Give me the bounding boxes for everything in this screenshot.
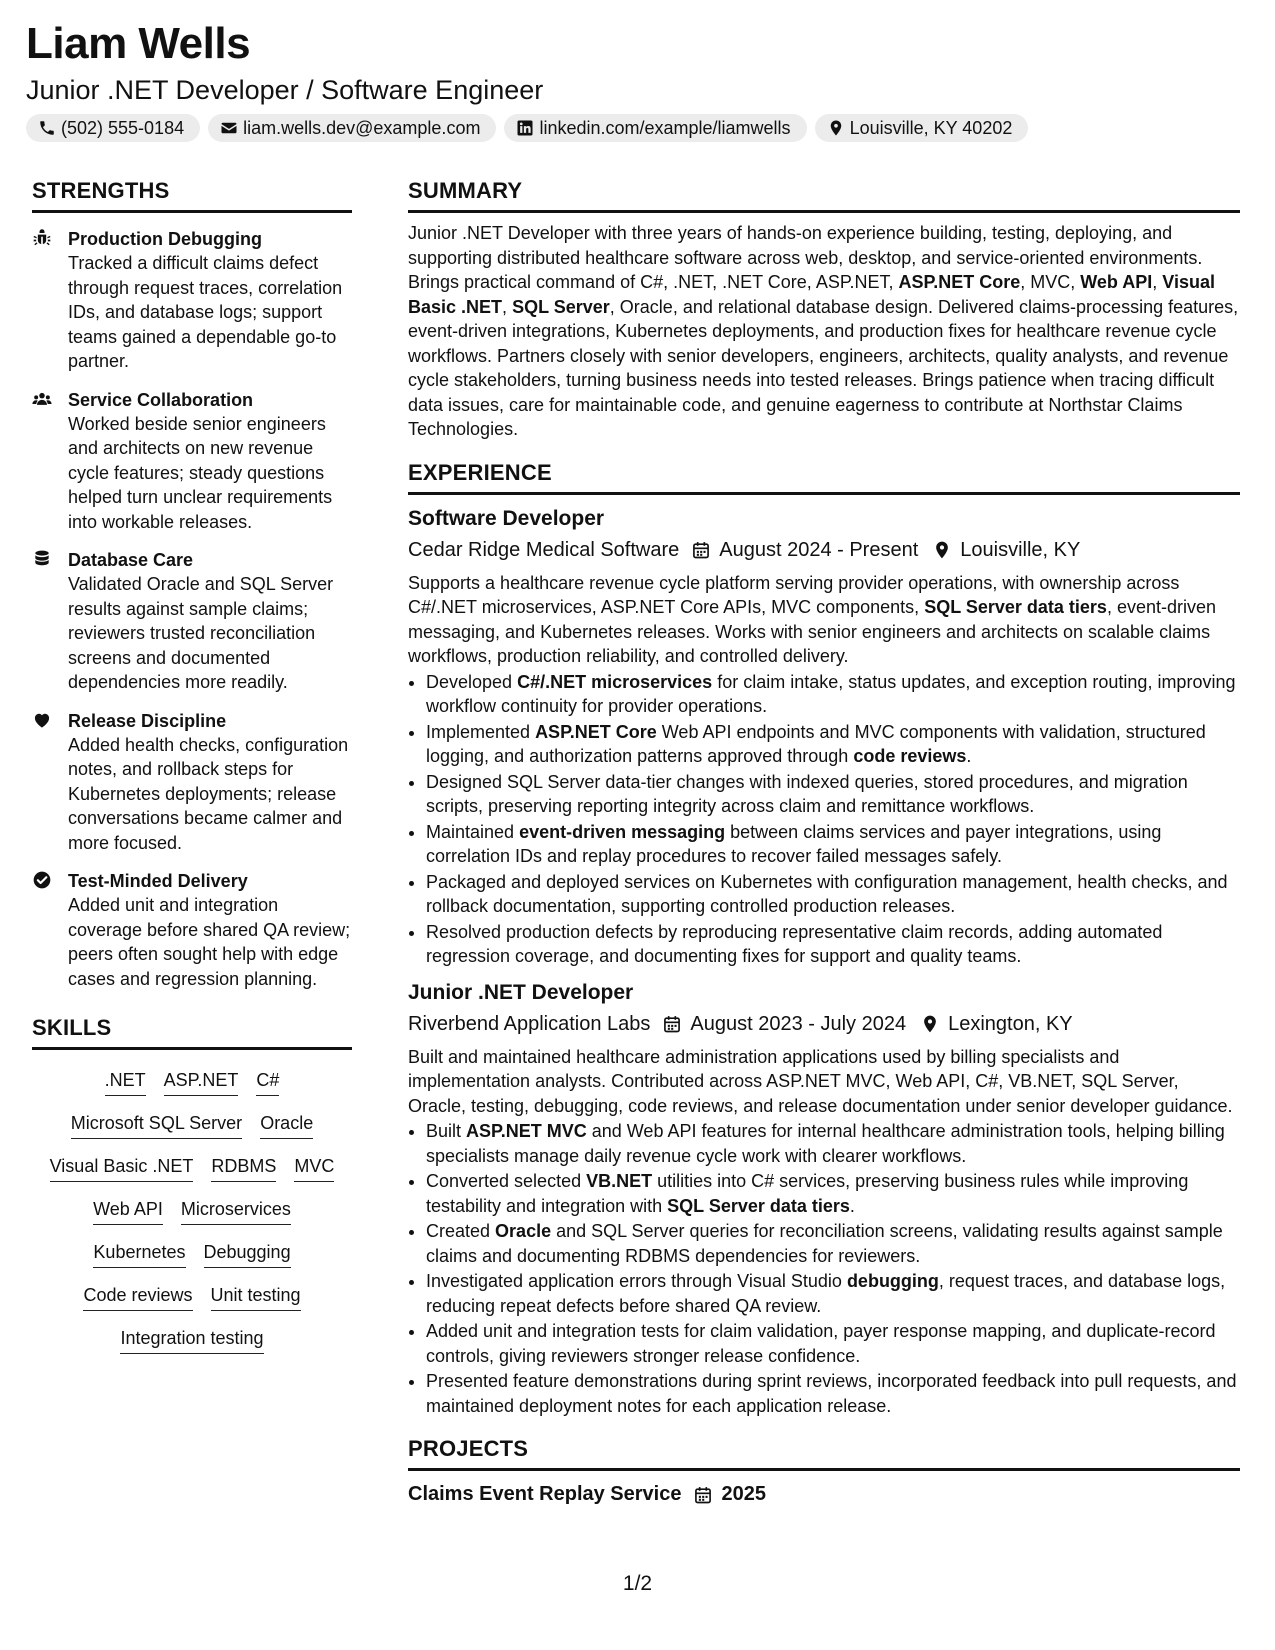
job-meta	[408, 537, 1240, 563]
bug-icon	[32, 228, 52, 248]
summary-text: Junior .NET Developer with three years of hands-on experience building, testing, deploying, and supporting distributed healthcare software across web, desktop, and service-oriented environments. Brings practical command of C#, .NET, .NET Core, ASP.NET, ASP.NET Core, MVC, Web API, Visual Basic .NET, SQL Server, Oracle, and relational database design. Delivered claims-processing features, event-driven integrations, Kubernetes deployments, and production fixes for healthcare revenue cycle workflows. Partners closely with senior developers, engineers, architects, quality analysts, and revenue cycle stakeholders, turning business needs into tested releases. Brings patience when tracing difficult data issues, care for maintainable code, and genuine eagerness to contribute at Northstar Claims Technologies.	[408, 223, 1239, 439]
contact-phone[interactable]	[26, 114, 200, 142]
job-bullets	[408, 670, 1240, 969]
strength-title: Service Collaboration	[68, 389, 254, 410]
experience-heading: EXPERIENCE	[408, 460, 1240, 495]
calendar-icon	[691, 540, 711, 560]
job-entry	[408, 505, 1240, 969]
phone-text: (502) 555-0184	[61, 117, 185, 138]
skill-tag: ASP.NET	[164, 1068, 239, 1096]
job-location: Lexington, KY	[948, 1012, 1073, 1035]
emphasis-text: VB.NET	[586, 1171, 653, 1191]
summary-heading: SUMMARY	[408, 178, 1240, 213]
job-entry	[408, 979, 1240, 1419]
emphasis-text: C#/.NET microservices	[517, 671, 713, 692]
job-title: Software Developer	[408, 506, 605, 530]
strength-desc: Validated Oracle and SQL Server results against sample claims; reviewers trusted reconciliation screens and documented dependencies more readily.	[68, 574, 334, 692]
strength-item	[32, 548, 352, 695]
skill-tag: Debugging	[204, 1240, 291, 1268]
job-bullet: • Investigated application errors through Visual Studio debugging, request traces, and database logs, reducing repeat defects before shared QA review.	[426, 1269, 1240, 1318]
strength-item	[32, 869, 352, 991]
map-pin-icon	[932, 540, 952, 560]
emphasis-text: event-driven messaging	[519, 821, 726, 842]
job-title: Junior .NET Developer	[408, 980, 634, 1004]
location-text: Louisville, KY 40202	[849, 117, 1013, 138]
strength-item	[32, 227, 352, 374]
contact-linkedin[interactable]	[504, 114, 806, 142]
strength-desc: Added health checks, configuration notes, and rollback steps for Kubernetes deployments; release conversations became calmer and more focused.	[68, 734, 349, 853]
skill-tag: Code reviews	[83, 1283, 192, 1311]
right-column	[408, 178, 1240, 1506]
strengths-heading: STRENGTHS	[32, 178, 352, 213]
skill-tag: MVC	[294, 1154, 334, 1182]
job-bullet: • Presented feature demonstrations during sprint reviews, incorporated feedback into pull requests, and maintained deployment notes for each application release.	[426, 1369, 1240, 1418]
email-text: liam.wells.dev@example.com	[243, 117, 481, 138]
job-bullets	[408, 1119, 1240, 1418]
strength-desc: Worked beside senior engineers and architects on new revenue cycle features; steady questions helped turn unclear requirements into workable releases.	[68, 413, 333, 532]
skill-tag: Microsoft SQL Server	[71, 1111, 242, 1139]
page-number: 1/2	[622, 1572, 653, 1595]
emphasis-text: ASP.NET Core	[898, 272, 1021, 292]
job-company: Riverbend Application Labs	[408, 1012, 651, 1035]
job-bullet: • Designed SQL Server data-tier changes with indexed queries, stored procedures, and migration scripts, preserving reporting integrity across claim and remittance workflows.	[426, 770, 1240, 819]
projects-heading: PROJECTS	[408, 1436, 1240, 1471]
strengths-list	[32, 227, 352, 991]
skill-tag: .NET	[105, 1068, 146, 1096]
emphasis-text: ASP.NET Core	[535, 721, 657, 742]
skill-tag: Web API	[93, 1197, 163, 1225]
strength-item	[32, 709, 352, 856]
strength-title: Test-Minded Delivery	[68, 871, 248, 891]
job-intro: Supports a healthcare revenue cycle platform serving provider operations, with ownership across C#/.NET microservices, ASP.NET Core APIs, MVC components, SQL Server data tiers, event-driven messaging, and Kubernetes releases. Works with senior engineers and architects on scalable claims workflows, production reliability, and controlled delivery.	[408, 572, 1217, 666]
job-bullet: • Packaged and deployed services on Kubernetes with configuration management, health checks, and rollback documentation, supporting controlled production releases.	[426, 870, 1240, 919]
skill-tag: Visual Basic .NET	[50, 1154, 194, 1182]
skill-tag: Integration testing	[120, 1326, 263, 1354]
map-pin-icon	[920, 1014, 940, 1034]
job-dates: August 2023 - July 2024	[690, 1012, 907, 1035]
job-bullet: • Converted selected VB.NET utilities into C# services, preserving business rules while improving testability and integration with SQL Server data tiers.	[426, 1169, 1240, 1218]
project-item	[408, 1483, 1240, 1506]
skill-tag: RDBMS	[211, 1154, 276, 1182]
job-bullet: • Built ASP.NET MVC and Web API features for internal healthcare administration tools, helping billing specialists manage daily revenue cycle work with clearer workflows.	[426, 1119, 1240, 1168]
job-intro: Built and maintained healthcare administration applications used by billing specialists and implementation analysts. Contributed across ASP.NET MVC, Web API, C#, VB.NET, SQL Server, Oracle, testing, debugging, code reviews, and release documentation under senior developer guidance.	[408, 1046, 1233, 1116]
job-meta	[408, 1011, 1240, 1037]
project-name: Claims Event Replay Service	[408, 1483, 682, 1505]
calendar-icon	[662, 1014, 682, 1034]
job-company: Cedar Ridge Medical Software	[408, 538, 680, 561]
emphasis-text: debugging	[846, 1271, 939, 1291]
job-bullet: • Resolved production defects by reproducing representative claim records, adding automated regression coverage, and documenting fixes for support and quality teams.	[426, 920, 1240, 969]
project-year: 2025	[721, 1483, 766, 1505]
strength-desc: Tracked a difficult claims defect through request traces, correlation IDs, and database logs; support teams gained a dependable go-to partner.	[68, 253, 343, 371]
contact-bar	[26, 114, 1028, 142]
phone-icon	[38, 119, 56, 137]
skill-tag: Oracle	[260, 1111, 313, 1139]
strength-item	[32, 388, 352, 535]
contact-location	[815, 114, 1029, 142]
job-bullet: • Added unit and integration tests for claim validation, payer response mapping, and duplicate-record controls, giving reviewers stronger release confidence.	[426, 1319, 1240, 1368]
job-location: Louisville, KY	[960, 538, 1081, 561]
job-dates: August 2024 - Present	[719, 538, 919, 561]
emphasis-text: ASP.NET MVC	[466, 1121, 587, 1141]
strength-title: Release Discipline	[68, 710, 227, 731]
emphasis-text: SQL Server	[512, 296, 610, 317]
envelope-icon	[220, 119, 238, 137]
emphasis-text: Web API	[1080, 272, 1153, 292]
strength-desc: Added unit and integration coverage before shared QA review; peers often sought help with edge cases and regression planning.	[68, 895, 351, 989]
skill-tag: Kubernetes	[93, 1240, 185, 1268]
emphasis-text: SQL Server data tiers	[924, 597, 1107, 617]
skill-tag: C#	[256, 1068, 279, 1096]
skills-list	[32, 1068, 352, 1354]
check-circle-icon	[32, 870, 52, 890]
job-bullet: • Developed C#/.NET microservices for claim intake, status updates, and exception routing, improving workflow continuity for provider operations.	[426, 670, 1240, 719]
emphasis-text: Oracle	[495, 1221, 552, 1241]
candidate-name: Liam Wells	[26, 19, 251, 68]
database-icon	[32, 549, 52, 569]
job-bullet: • Created Oracle and SQL Server queries for reconciliation screens, validating results against sample claims and documenting RDBMS dependencies for reviewers.	[426, 1219, 1240, 1268]
heart-icon	[32, 710, 52, 730]
skill-tag: Unit testing	[211, 1283, 301, 1311]
calendar-icon	[693, 1485, 713, 1505]
emphasis-text: Visual Basic .NET	[408, 272, 1215, 317]
emphasis-text: code reviews	[853, 746, 967, 766]
linkedin-icon	[516, 119, 534, 137]
strength-title: Production Debugging	[68, 229, 262, 249]
strength-title: Database Care	[68, 550, 194, 570]
skill-tag: Microservices	[181, 1197, 291, 1225]
job-bullet: • Maintained event-driven messaging between claims services and payer integrations, using correlation IDs and replay procedures to recover failed messages safely.	[426, 820, 1240, 869]
map-pin-icon	[827, 119, 845, 137]
users-icon	[32, 389, 52, 409]
candidate-role: Junior .NET Developer / Software Engineer	[26, 75, 544, 105]
job-bullet: • Implemented ASP.NET Core Web API endpoints and MVC components with validation, structured logging, and authorization patterns approved through code reviews.	[426, 720, 1240, 769]
emphasis-text: SQL Server data tiers	[667, 1195, 850, 1216]
skills-heading: SKILLS	[32, 1015, 352, 1050]
left-column	[32, 178, 352, 1354]
contact-email[interactable]	[208, 114, 496, 142]
linkedin-text: linkedin.com/example/liamwells	[539, 117, 791, 138]
